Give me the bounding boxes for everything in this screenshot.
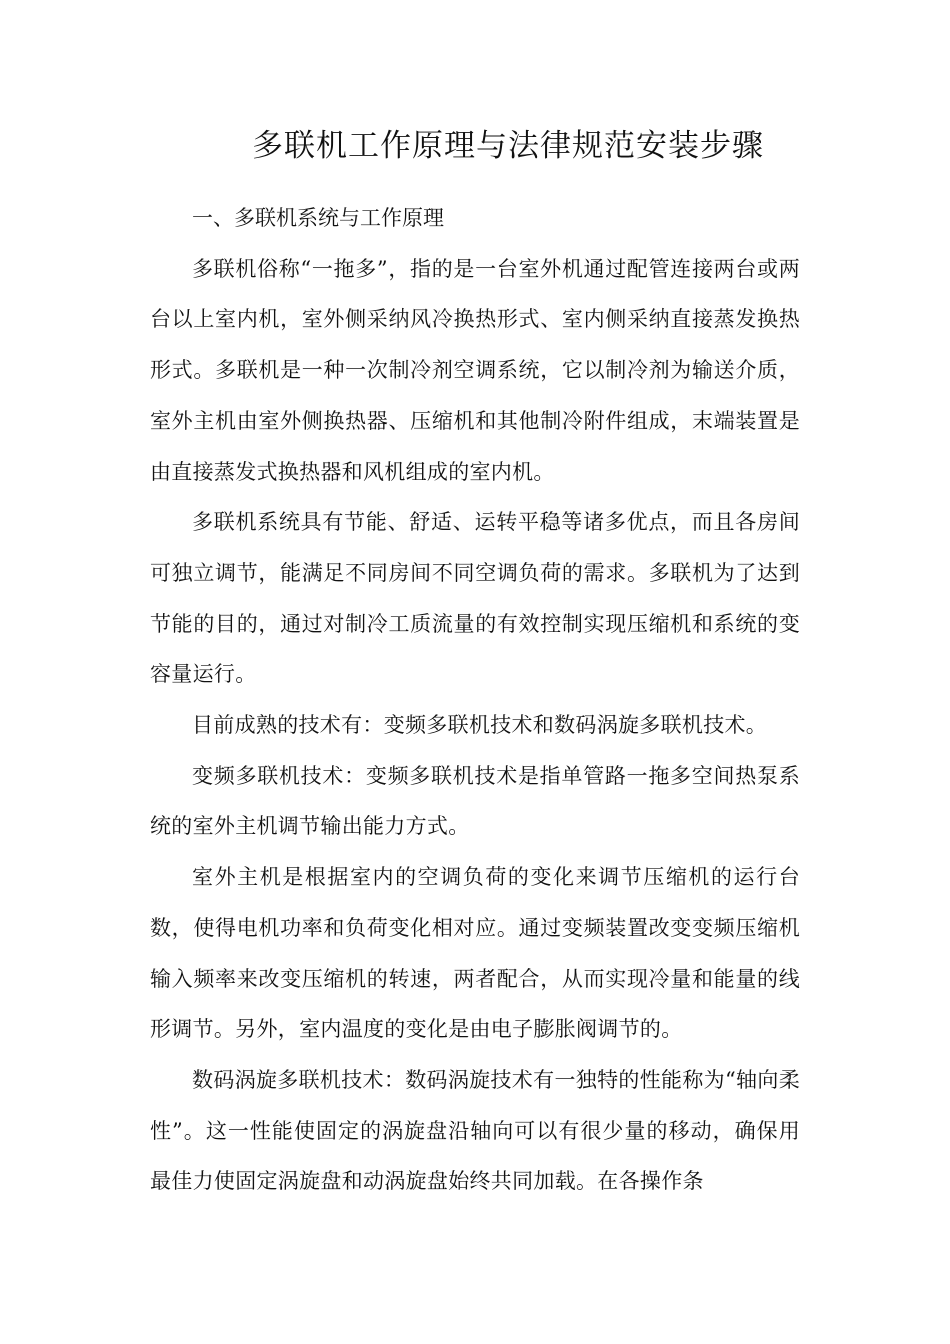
paragraph-2: 多联机系统具有节能、舒适、运转平稳等诸多优点，而且各房间可独立调节，能满足不同房间不同空调负荷的需求。多联机为了达到节能的目的，通过对制冷工质流量的有效控制实现压缩机和系统的变容量运行。 xyxy=(150,510,800,687)
section-heading: 一、多联机系统与工作原理 xyxy=(192,206,444,230)
paragraph-1: 多联机俗称“一拖多”，指的是一台室外机通过配管连接两台或两台以上室内机，室外侧采纳风冷换热形式、室内侧采纳直接蒸发换热形式。多联机是一种一次制冷剂空调系统，它以制冷剂为输送介质，室外主机由室外侧换热器、压缩机和其他制冷附件组成，末端装置是由直接蒸发式换热器和风机组成的室内机。 xyxy=(150,256,800,484)
document-title: 多联机工作原理与法律规范安装步骤 xyxy=(252,128,764,164)
paragraph-5: 室外主机是根据室内的空调负荷的变化来调节压缩机的运行台数，使得电机功率和负荷变化相对应。通过变频装置改变变频压缩机输入频率来改变压缩机的转速，两者配合，从而实现冷量和能量的线形调节。另外，室内温度的变化是由电子膨胀阀调节的。 xyxy=(150,865,800,1042)
paragraph-4: 变频多联机技术：变频多联机技术是指单管路一拖多空间热泵系统的室外主机调节输出能力方式。 xyxy=(150,763,800,839)
document-body xyxy=(150,193,800,1207)
paragraph-3: 目前成熟的技术有：变频多联机技术和数码涡旋多联机技术。 xyxy=(192,713,768,738)
paragraph-6: 数码涡旋多联机技术：数码涡旋技术有一独特的性能称为“轴向柔性”。这一性能使固定的涡旋盘沿轴向可以有很少量的移动，确保用最佳力使固定涡旋盘和动涡旋盘始终共同加载。在各操作条 xyxy=(150,1067,800,1194)
